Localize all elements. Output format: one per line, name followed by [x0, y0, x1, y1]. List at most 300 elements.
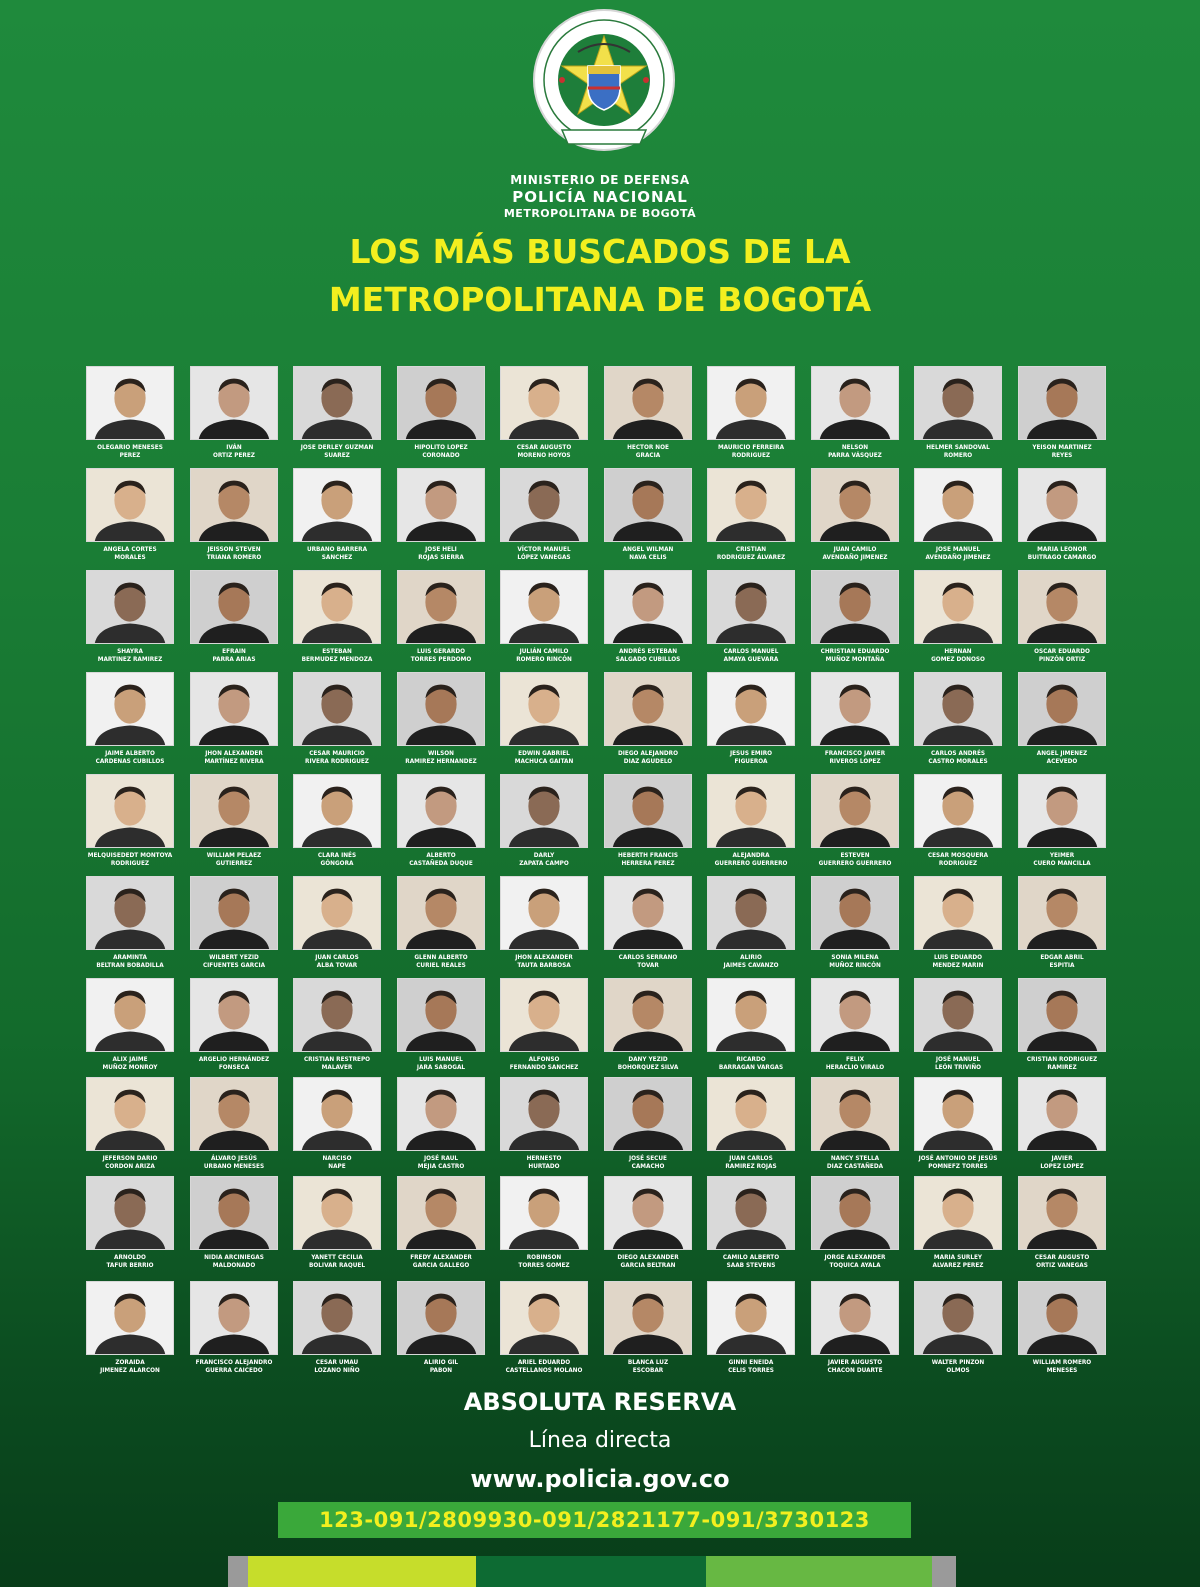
mugshot-photo — [397, 1281, 485, 1355]
mugshot-photo — [293, 1281, 381, 1355]
person-name-line-2: CUERO MANCILLA — [1033, 859, 1091, 867]
person-name-line-2: GUERRERO GUERRERO — [818, 859, 892, 867]
person-name-line-1: WILLIAM ROMERO — [1032, 1358, 1092, 1366]
person-name-line-2: ROMERO RINCÓN — [516, 655, 572, 663]
person-name-line-1: LUIS EDUARDO — [933, 953, 983, 961]
person-name-line-2: MALDONADO — [212, 1261, 256, 1269]
person-name-line-1: FRANCISCO JAVIER — [824, 749, 886, 757]
person-name-line-2: MORALES — [114, 553, 146, 561]
mugshot-photo — [500, 468, 588, 542]
wanted-person-card — [78, 978, 182, 1071]
person-name-line-1: CESAR MAURICIO — [309, 749, 365, 757]
wanted-person-card — [803, 672, 907, 765]
person-name-line-2: ROJAS SIERRA — [418, 553, 464, 561]
mugshot-photo — [1018, 1176, 1106, 1250]
person-name-line-1: ESTEVEN — [840, 851, 870, 859]
person-name-line-2: CAMACHO — [631, 1162, 665, 1170]
mugshot-photo — [86, 366, 174, 440]
footer-stripe-light-green — [706, 1556, 932, 1587]
person-name-line-1: WILBERT YEZID — [209, 953, 259, 961]
wanted-person-card — [182, 570, 286, 663]
person-name-line-2: TAFUR BERRIO — [106, 1261, 154, 1269]
wanted-person-card — [285, 672, 389, 765]
person-name-line-2: BOLIVAR RAQUEL — [309, 1261, 365, 1269]
person-name-line-2: DIAZ CASTAÑEDA — [826, 1162, 884, 1170]
wanted-person-card — [596, 468, 700, 561]
person-name-line-2: TRIANA ROMERO — [206, 553, 262, 561]
wanted-person-card — [803, 1176, 907, 1269]
wanted-person-card — [285, 1077, 389, 1170]
person-name-line-1: JHON ALEXANDER — [205, 749, 263, 757]
person-name-line-2: GUERRERO GUERRERO — [714, 859, 788, 867]
person-name-line-1: JAVIER AUGUSTO — [827, 1358, 883, 1366]
mugshot-photo — [190, 468, 278, 542]
person-name-line-1: CLARA INÉS — [317, 851, 357, 859]
wanted-person-card — [182, 672, 286, 765]
wanted-person-card — [285, 978, 389, 1071]
mugshot-photo — [190, 876, 278, 950]
mugshot-photo — [293, 1077, 381, 1151]
wanted-person-card — [803, 468, 907, 561]
wanted-person-card — [78, 366, 182, 459]
footer-stripe-gray — [228, 1556, 248, 1587]
person-name-line-1: JAIME ALBERTO — [105, 749, 155, 757]
person-name-line-2: AMAYA GUEVARA — [723, 655, 779, 663]
wanted-person-card — [906, 1281, 1010, 1374]
footer-stripe-lime — [248, 1556, 476, 1587]
footer-stripe-gray-right — [932, 1556, 956, 1587]
person-name-line-2: HERRERA PEREZ — [621, 859, 675, 867]
mugshot-photo — [293, 672, 381, 746]
wanted-person-card — [285, 1281, 389, 1374]
person-name-line-1: ARGELIO HERNÁNDEZ — [198, 1055, 270, 1063]
person-name-line-2: RODRIGUEZ ÁLVAREZ — [716, 553, 786, 561]
person-name-line-2: MORENO HOYOS — [517, 451, 571, 459]
wanted-person-card — [389, 1176, 493, 1269]
person-name-line-2: NAVA CELIS — [629, 553, 667, 561]
person-name-line-2: TORRES PERDOMO — [410, 655, 472, 663]
mugshot-photo — [811, 1077, 899, 1151]
person-name-line-2: ESCOBAR — [632, 1366, 664, 1374]
wanted-person-card — [182, 1176, 286, 1269]
wanted-person-card — [389, 366, 493, 459]
person-name-line-2: ROMERO — [943, 451, 973, 459]
person-name-line-2: ZAPATA CAMPO — [519, 859, 569, 867]
person-name-line-2: CELIS TORRES — [728, 1366, 774, 1374]
person-name-line-1: ANGEL JIMENEZ — [1036, 749, 1088, 757]
mugshot-photo — [190, 366, 278, 440]
wanted-person-card — [492, 1176, 596, 1269]
mugshot-photo — [86, 672, 174, 746]
person-name-line-1: ANDRÉS ESTEBAN — [618, 647, 678, 655]
wanted-person-card — [492, 366, 596, 459]
person-name-line-2: MENESES — [1046, 1366, 1078, 1374]
mugshot-photo — [397, 1176, 485, 1250]
person-name-line-2: LÓPEZ VANEGAS — [517, 553, 571, 561]
website-link[interactable]: www.policia.gov.co — [470, 1465, 730, 1493]
person-name-line-2: RAMIREZ ROJAS — [725, 1162, 777, 1170]
mugshot-photo — [604, 978, 692, 1052]
person-name-line-1: JUAN CARLOS — [315, 953, 359, 961]
person-name-line-1: CESAR MOSQUERA — [927, 851, 989, 859]
wanted-person-card — [78, 1176, 182, 1269]
wanted-person-card — [906, 468, 1010, 561]
person-name-line-1: YEIMER — [1049, 851, 1075, 859]
person-name-line-2: MACHUCA GAITAN — [514, 757, 574, 765]
person-name-line-2: TAUTA BARBOSA — [517, 961, 571, 969]
person-name-line-1: ARIEL EDUARDO — [517, 1358, 571, 1366]
mugshot-photo — [293, 366, 381, 440]
person-name-line-2: CIFUENTES GARCIA — [202, 961, 266, 969]
person-name-line-1: ALEJANDRA — [732, 851, 770, 859]
mugshot-photo — [500, 774, 588, 848]
person-name-line-2: SAAB STEVENS — [726, 1261, 776, 1269]
mugshot-photo — [604, 468, 692, 542]
wanted-person-card — [699, 570, 803, 663]
person-name-line-2: JARA SABOGAL — [416, 1063, 466, 1071]
person-name-line-1: LUIS MANUEL — [419, 1055, 463, 1063]
mugshot-photo — [604, 570, 692, 644]
mugshot-photo — [604, 1077, 692, 1151]
person-name-line-2: LOZANO NIÑO — [314, 1366, 360, 1374]
mugshot-photo — [707, 978, 795, 1052]
person-name-line-1: JAVIER — [1051, 1154, 1073, 1162]
person-name-line-1: ALIX JAIME — [112, 1055, 148, 1063]
person-name-line-2: RAMIREZ HERNANDEZ — [405, 757, 477, 765]
person-name-line-1: JOSÉ RAUL — [423, 1154, 459, 1162]
wanted-person-card — [596, 1281, 700, 1374]
person-name-line-1: ROBINSON — [526, 1253, 562, 1261]
mugshot-photo — [811, 774, 899, 848]
mugshot-photo — [500, 366, 588, 440]
mugshot-photo — [293, 570, 381, 644]
person-name-line-1: JOSE HELI — [425, 545, 457, 553]
person-name-line-2: RIVEROS LOPEZ — [829, 757, 881, 765]
person-name-line-2: AVENDAÑO JIMENEZ — [925, 553, 991, 561]
person-name-line-2: BELTRAN BOBADILLA — [96, 961, 164, 969]
mugshot-photo — [86, 468, 174, 542]
wanted-person-card — [596, 774, 700, 867]
person-name-line-1: ALIRIO — [740, 953, 762, 961]
wanted-person-card — [1010, 876, 1114, 969]
wanted-person-card — [803, 774, 907, 867]
person-name-line-2: URBANO MENESES — [203, 1162, 265, 1170]
mugshot-photo — [914, 1176, 1002, 1250]
person-name-line-2: MEJIA CASTRO — [417, 1162, 465, 1170]
person-name-line-2: DIAZ AGUDELO — [623, 757, 673, 765]
person-name-line-2: JAIMES CAVANZO — [723, 961, 779, 969]
person-name-line-1: JOSE MANUEL — [935, 545, 981, 553]
wanted-person-card — [596, 1077, 700, 1170]
wanted-person-card — [596, 1176, 700, 1269]
person-name-line-1: JHON ALEXANDER — [515, 953, 573, 961]
wanted-person-card — [285, 570, 389, 663]
mugshot-photo — [811, 672, 899, 746]
person-name-line-2: ORTIZ PEREZ — [213, 451, 255, 459]
person-name-line-2: TORRES GOMEZ — [518, 1261, 570, 1269]
wanted-person-card — [699, 876, 803, 969]
mugshot-photo — [397, 978, 485, 1052]
wanted-person-card — [1010, 366, 1114, 459]
mugshot-photo — [397, 876, 485, 950]
person-name-line-1: JOSE DERLEY GUZMAN — [300, 443, 374, 451]
mugshot-photo — [604, 774, 692, 848]
phone-numbers-bar: 123-091/2809930-091/2821177-091/3730123 — [278, 1502, 911, 1538]
mugshot-photo — [190, 1176, 278, 1250]
wanted-person-card — [285, 468, 389, 561]
mugshot-photo — [86, 1176, 174, 1250]
wanted-person-card — [1010, 774, 1114, 867]
person-name-line-1: VÍCTOR MANUEL — [517, 545, 571, 553]
person-name-line-1: ARNOLDO — [114, 1253, 146, 1261]
wanted-person-card — [1010, 1176, 1114, 1269]
wanted-person-card — [389, 876, 493, 969]
person-name-line-2: CASTAÑEDA DUQUE — [409, 859, 473, 867]
person-name-line-1: CAMILO ALBERTO — [722, 1253, 780, 1261]
person-name-line-2: LOPEZ LOPEZ — [1040, 1162, 1084, 1170]
person-name-line-1: EDWIN GABRIEL — [518, 749, 570, 757]
wanted-person-card — [596, 366, 700, 459]
person-name-line-2: PABON — [429, 1366, 453, 1374]
person-name-line-2: PARRA ARIAS — [212, 655, 256, 663]
mugshot-photo — [500, 570, 588, 644]
person-name-line-2: JIMENEZ ALARCON — [100, 1366, 160, 1374]
person-name-line-2: RODRIGUEZ — [731, 451, 771, 459]
wanted-person-card — [389, 1077, 493, 1170]
wanted-person-card — [906, 1176, 1010, 1269]
wanted-person-card — [389, 672, 493, 765]
mugshot-photo — [1018, 468, 1106, 542]
person-name-line-2: BARRAGAN VARGAS — [718, 1063, 784, 1071]
wanted-person-card — [1010, 570, 1114, 663]
wanted-person-card — [906, 774, 1010, 867]
person-name-line-2: ACEVEDO — [1046, 757, 1078, 765]
person-name-line-2: GUERRA CAICEDO — [205, 1366, 263, 1374]
wanted-person-card — [389, 468, 493, 561]
person-name-line-1: DIEGO ALEJANDRO — [618, 749, 678, 757]
mugshot-photo — [190, 672, 278, 746]
person-name-line-1: ALFONSO — [528, 1055, 560, 1063]
person-name-line-1: HECTOR NOE — [627, 443, 669, 451]
mugshot-photo — [500, 978, 588, 1052]
mugshot-photo — [1018, 672, 1106, 746]
reserve-heading: ABSOLUTA RESERVA — [463, 1388, 737, 1416]
mugshot-photo — [707, 468, 795, 542]
person-name-line-1: MELQUISEDEDT MONTOYA — [87, 851, 173, 859]
mugshot-photo — [604, 1176, 692, 1250]
direct-line-label: Línea directa — [528, 1428, 672, 1453]
person-name-line-2: GUTIERREZ — [215, 859, 253, 867]
person-name-line-1: EFRAIN — [222, 647, 246, 655]
wanted-person-card — [699, 672, 803, 765]
person-name-line-1: SONIA MILENA — [831, 953, 879, 961]
mugshot-photo — [86, 570, 174, 644]
wanted-person-card — [492, 978, 596, 1071]
mugshot-photo — [811, 366, 899, 440]
person-name-line-2: CASTRO MORALES — [928, 757, 988, 765]
person-name-line-2: SANCHEZ — [321, 553, 353, 561]
wanted-person-card — [492, 876, 596, 969]
mugshot-photo — [86, 1281, 174, 1355]
mugshot-photo — [293, 1176, 381, 1250]
person-name-line-1: FRANCISCO ALEJANDRO — [195, 1358, 273, 1366]
person-name-line-1: EDGAR ABRIL — [1040, 953, 1084, 961]
person-name-line-2: BERMUDEZ MENDOZA — [301, 655, 373, 663]
wanted-person-card — [596, 672, 700, 765]
person-name-line-2: RAMIREZ — [1047, 1063, 1077, 1071]
mugshot-photo — [707, 876, 795, 950]
person-name-line-1: SHAYRA — [117, 647, 143, 655]
mugshot-photo — [914, 876, 1002, 950]
wanted-person-card — [389, 774, 493, 867]
mugshot-photo — [811, 876, 899, 950]
mugshot-photo — [190, 774, 278, 848]
wanted-person-card — [389, 978, 493, 1071]
mugshot-photo — [914, 672, 1002, 746]
mugshot-photo — [1018, 876, 1106, 950]
person-name-line-1: ÁLVARO JESÚS — [210, 1154, 258, 1162]
person-name-line-1: JORGE ALEXANDER — [824, 1253, 886, 1261]
mugshot-photo — [811, 978, 899, 1052]
person-name-line-1: ANGELA CORTES — [103, 545, 157, 553]
person-name-line-1: HEBERTH FRANCIS — [617, 851, 679, 859]
person-name-line-1: MARIA SURLEY — [933, 1253, 983, 1261]
wanted-person-card — [182, 468, 286, 561]
person-name-line-1: JOSÉ ANTONIO DE JESÚS — [918, 1154, 998, 1162]
page-title-line-1: LOS MÁS BUSCADOS DE LA — [349, 232, 851, 271]
person-name-line-1: OSCAR EDUARDO — [1034, 647, 1090, 655]
wanted-person-card — [803, 978, 907, 1071]
person-name-line-1: OLEGARIO MENESES — [97, 443, 163, 451]
wanted-person-card — [492, 1077, 596, 1170]
mugshot-photo — [397, 366, 485, 440]
mugshot-photo — [707, 672, 795, 746]
wanted-person-card — [78, 1281, 182, 1374]
person-name-line-2: AVENDAÑO JIMENEZ — [822, 553, 888, 561]
person-name-line-1: HELMER SANDOVAL — [926, 443, 990, 451]
metropolitan-name: METROPOLITANA DE BOGOTÁ — [503, 207, 697, 220]
wanted-person-card — [1010, 672, 1114, 765]
mugshot-photo — [1018, 366, 1106, 440]
wanted-person-card — [803, 570, 907, 663]
mugshot-photo — [1018, 978, 1106, 1052]
person-name-line-2: PEREZ — [119, 451, 141, 459]
person-name-line-2: MALAVER — [321, 1063, 353, 1071]
mugshot-photo — [1018, 774, 1106, 848]
mugshot-photo — [811, 468, 899, 542]
mugshot-photo — [500, 1077, 588, 1151]
ministry-line: MINISTERIO DE DEFENSA — [510, 173, 690, 187]
person-name-line-1: FELIX — [845, 1055, 865, 1063]
person-name-line-2: ORTIZ VANEGAS — [1036, 1261, 1088, 1269]
person-name-line-2: TOQUICA AYALA — [829, 1261, 881, 1269]
police-name: POLICÍA NACIONAL — [512, 188, 688, 206]
person-name-line-1: GLENN ALBERTO — [414, 953, 468, 961]
mugshot-photo — [293, 978, 381, 1052]
mugshot-photo — [914, 1281, 1002, 1355]
person-name-line-2: SUAREZ — [324, 451, 350, 459]
person-name-line-1: URBANO BARRERA — [306, 545, 368, 553]
person-name-line-2: CURIEL REALES — [416, 961, 466, 969]
person-name-line-1: CARLOS SERRANO — [618, 953, 678, 961]
wanted-person-card — [389, 570, 493, 663]
person-name-line-1: DARLY — [533, 851, 555, 859]
person-name-line-2: TOVAR — [637, 961, 659, 969]
person-name-line-1: JULIÁN CAMILO — [519, 647, 569, 655]
mugshot-photo — [293, 468, 381, 542]
wanted-person-card — [906, 570, 1010, 663]
wanted-person-card — [596, 978, 700, 1071]
person-name-line-2: PINZÓN ORTIZ — [1038, 655, 1086, 663]
mugshot-photo — [86, 774, 174, 848]
wanted-person-card — [699, 774, 803, 867]
person-name-line-1: ZORAIDA — [115, 1358, 145, 1366]
person-name-line-2: GARCIA BELTRAN — [620, 1261, 676, 1269]
person-name-line-1: WILLIAM PELAEZ — [206, 851, 262, 859]
person-name-line-2: MUÑOZ MONTAÑA — [825, 655, 885, 663]
wanted-person-card — [906, 978, 1010, 1071]
person-name-line-1: HIPOLITO LOPEZ — [414, 443, 468, 451]
wanted-person-card — [78, 468, 182, 561]
wanted-person-card — [803, 1281, 907, 1374]
wanted-person-card — [389, 1281, 493, 1374]
mugshot-photo — [914, 774, 1002, 848]
wanted-person-card — [1010, 978, 1114, 1071]
person-name-line-1: BLANCA LUZ — [627, 1358, 669, 1366]
person-name-line-2: FERNANDO SANCHEZ — [509, 1063, 579, 1071]
mugshot-photo — [811, 570, 899, 644]
person-name-line-1: DANY YEZID — [628, 1055, 668, 1063]
mugshot-photo — [604, 672, 692, 746]
mugshot-photo — [86, 978, 174, 1052]
wanted-person-card — [182, 1281, 286, 1374]
person-name-line-2: RIVERA RODRIGUEZ — [305, 757, 369, 765]
wanted-person-card — [596, 570, 700, 663]
person-name-line-2: MARTÍNEZ RIVERA — [204, 757, 264, 765]
wanted-person-card — [803, 876, 907, 969]
mugshot-photo — [914, 468, 1002, 542]
person-name-line-2: OLMOS — [946, 1366, 970, 1374]
mugshot-photo — [397, 1077, 485, 1151]
person-name-line-1: GINNI ENEIDA — [728, 1358, 774, 1366]
mugshot-photo — [914, 978, 1002, 1052]
person-name-line-1: YEISON MARTINEZ — [1032, 443, 1092, 451]
person-name-line-2: FONSECA — [218, 1063, 250, 1071]
person-name-line-1: JUAN CARLOS — [729, 1154, 773, 1162]
mugshot-photo — [190, 570, 278, 644]
wanted-person-card — [492, 570, 596, 663]
wanted-person-card — [906, 672, 1010, 765]
person-name-line-2: GOMEZ DONOSO — [931, 655, 985, 663]
wanted-person-card — [1010, 1281, 1114, 1374]
person-name-line-2: ESPITIA — [1049, 961, 1075, 969]
wanted-person-card — [182, 774, 286, 867]
wanted-person-card — [699, 978, 803, 1071]
person-name-line-2: GARCIA GALLEGO — [412, 1261, 470, 1269]
person-name-line-1: HERNAN — [944, 647, 972, 655]
person-name-line-1: LUIS GERARDO — [417, 647, 465, 655]
mugshot-photo — [914, 366, 1002, 440]
mugshot-photo — [811, 1281, 899, 1355]
person-name-line-1: CARLOS MANUEL — [723, 647, 779, 655]
mugshot-photo — [707, 774, 795, 848]
person-name-line-1: MAURICIO FERREIRA — [717, 443, 785, 451]
person-name-line-2: CASTELLANOS MOLANO — [505, 1366, 583, 1374]
person-name-line-2: SALGADO CUBILLOS — [615, 655, 681, 663]
person-name-line-1: CARLOS ANDRÉS — [930, 749, 986, 757]
wanted-person-card — [699, 1281, 803, 1374]
mugshot-photo — [397, 672, 485, 746]
